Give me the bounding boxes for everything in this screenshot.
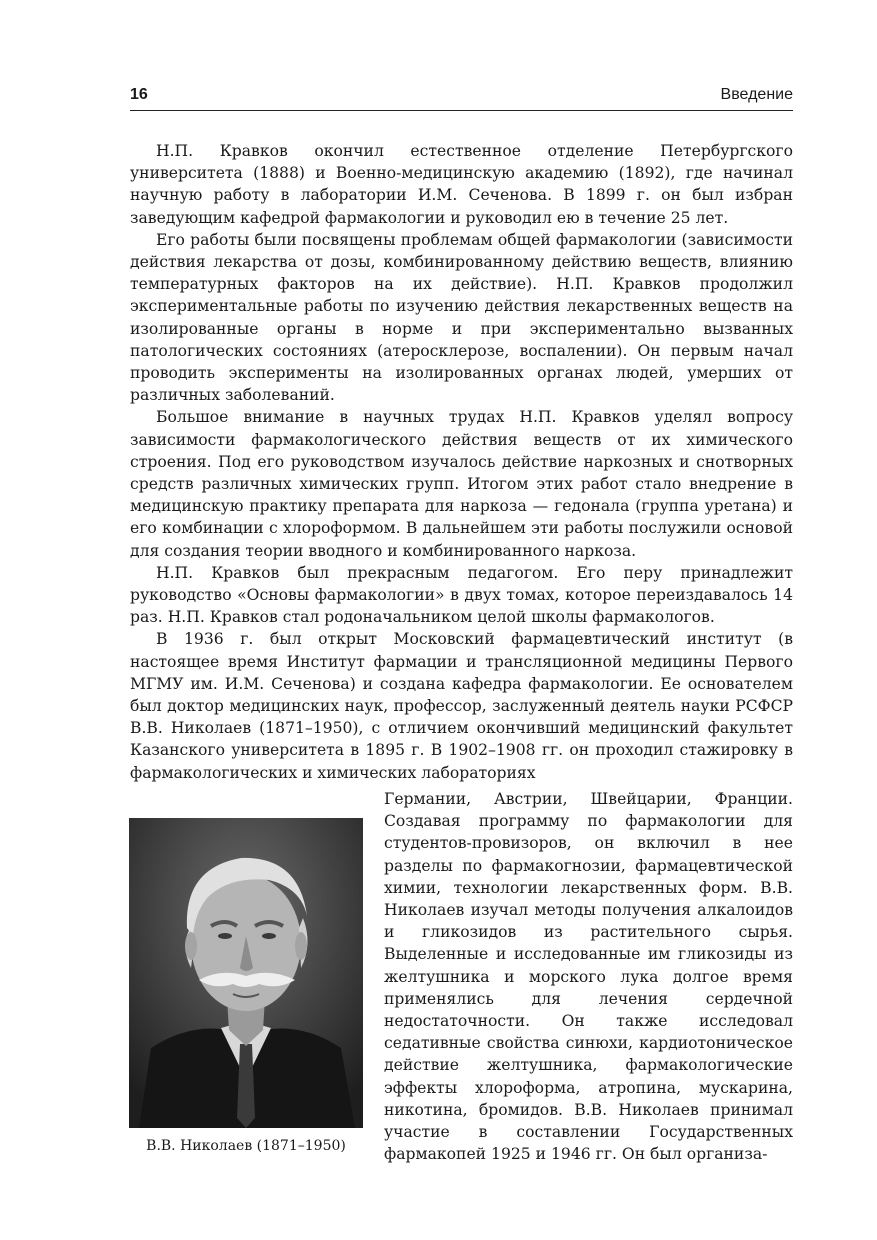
section-title: Введение: [720, 86, 793, 103]
paragraph: Н.П. Кравков был прекрасным педагогом. Его перу принадлежит руководство «Основы фармакологии» в двух томах, которое переиздавалось 14 раз. Н.П. Кравков стал родоначальником целой школы фармакологов.: [130, 563, 793, 627]
paragraph: Н.П. Кравков окончил естественное отделение Петербургского университета (1888) и Военно-медицинскую академию (1892), где начинал научную работу в лаборатории И.М. Сеченова. В 1899 г. он был избран заведующим кафедрой фармакологии и руководил ею в течение 25 лет.: [130, 142, 793, 227]
photo-caption: В.В. Николаев (1871–1950): [146, 1138, 346, 1154]
running-header: [130, 84, 793, 111]
main-text: [130, 140, 793, 784]
side-text: Германии, Австрии, Швейцарии, Франции. Создавая программу по фармакологии для студентов-провизоров, он включил в нее разделы по фармакогнозии, фармацевтической химии, технологии лекарственных форм. В.В. Николаев изучал методы получения алкалоидов и гликозидов из растительного сырья. Выделенные и исследованные им гликозиды из желтушника и морского лука долгое время применялись для лечения сердечной недостаточности. Он также исследовал седативные свойства синюхи, кардиотоническое действие желтушника, фармакологические эффекты хлороформа, атропина, мускарина, никотина, бромидов. В.В. Николаев принимал участие в составлении Государственных фармакопей 1925 и 1946 гг. Он был организа-: [384, 790, 793, 1164]
paragraph: В 1936 г. был открыт Московский фармацевтический институт (в настоящее время Институт фармации и трансляционной медицины Первого МГМУ им. И.М. Сеченова) и создана кафедра фармакологии. Ее основателем был доктор медицинских наук, профессор, заслуженный деятель науки РСФСР В.В. Николаев (1871–1950), с отличием окончивший медицинский факультет Казанского университета в 1895 г. В 1902–1908 гг. он проходил стажировку в фармакологических и химических лабораториях: [130, 630, 793, 782]
paragraph: Большое внимание в научных трудах Н.П. Кравков уделял вопросу зависимости фармакологического действия веществ от их химического строения. Под его руководством изучалось действие наркозных и снотворных средств различных химических групп. Итогом этих работ стало внедрение в медицинскую практику препарата для наркоза — гедонала (группа уретана) и его комбинации с хлороформом. В дальнейшем эти работы послужили основой для создания теории вводного и комбинированного наркоза.: [130, 408, 793, 560]
portrait-image: [129, 818, 363, 1128]
page-number: 16: [130, 86, 148, 103]
portrait-photo: [129, 818, 363, 1128]
paragraph: Его работы были посвящены проблемам общей фармакологии (зависимости действия лекарства от дозы, комбинированному действию веществ, влиянию температурных факторов на их действие). Н.П. Кравков продолжил экспериментальные работы по изучению действия лекарственных веществ на изолированные органы в норме и при экспериментально вызванных патологических состояниях (атеросклерозе, воспалении). Он первым начал проводить эксперименты на изолированных органах людей, умерших от различных заболеваний.: [130, 230, 793, 405]
